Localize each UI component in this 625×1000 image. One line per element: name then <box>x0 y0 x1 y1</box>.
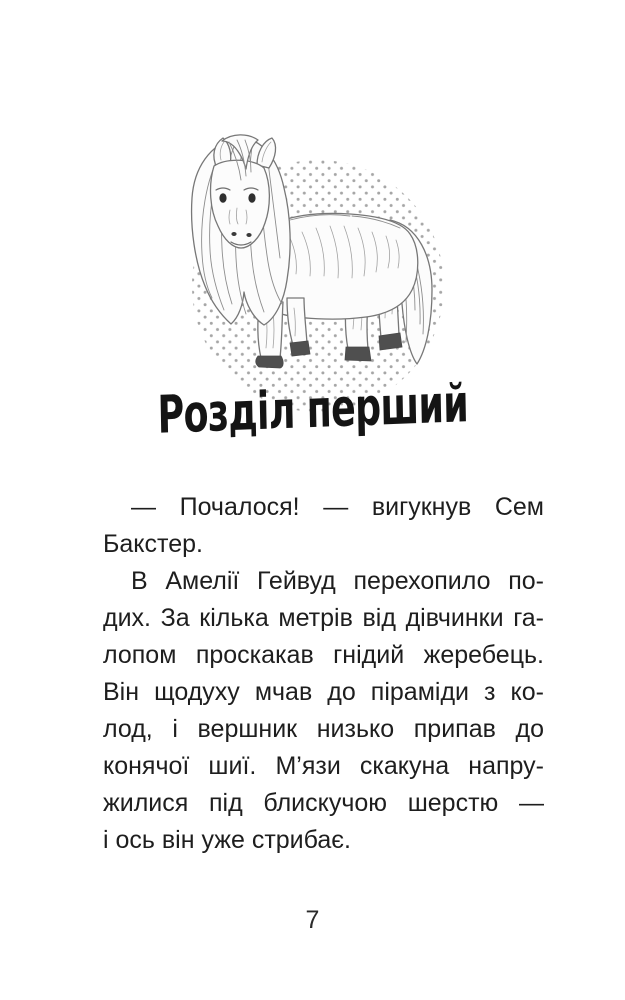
pony-eye-right <box>248 193 255 203</box>
body-line: — Почалося! — вигукнув Сем <box>131 493 544 521</box>
body-line: жилися під блискучою шерстю — <box>103 789 544 817</box>
body-line: Він щодуху мчав до піраміди з ко- <box>103 678 544 706</box>
chapter-title: Розділ перший <box>156 374 469 446</box>
pony-nostril-left <box>231 232 236 236</box>
page-number: 7 <box>305 906 320 934</box>
body-line: лопом проскакав гнідий жеребець. <box>103 641 544 669</box>
body-line: В Амелії Гейвуд перехопило по- <box>131 567 544 595</box>
body-text <box>103 489 544 859</box>
pony-eye-left <box>219 193 226 203</box>
body-line: конячої шиї. М’язи скакуна напру- <box>103 752 544 780</box>
body-line: Бакстер. <box>103 530 203 558</box>
body-line: дих. За кілька метрів від дівчинки га- <box>103 604 544 632</box>
pony-nostril-right <box>246 233 251 237</box>
chapter-title-wrap <box>0 374 625 446</box>
body-line: лод, і вершник низько припав до <box>103 715 544 743</box>
body-line: і ось він уже стрибає. <box>103 826 351 854</box>
